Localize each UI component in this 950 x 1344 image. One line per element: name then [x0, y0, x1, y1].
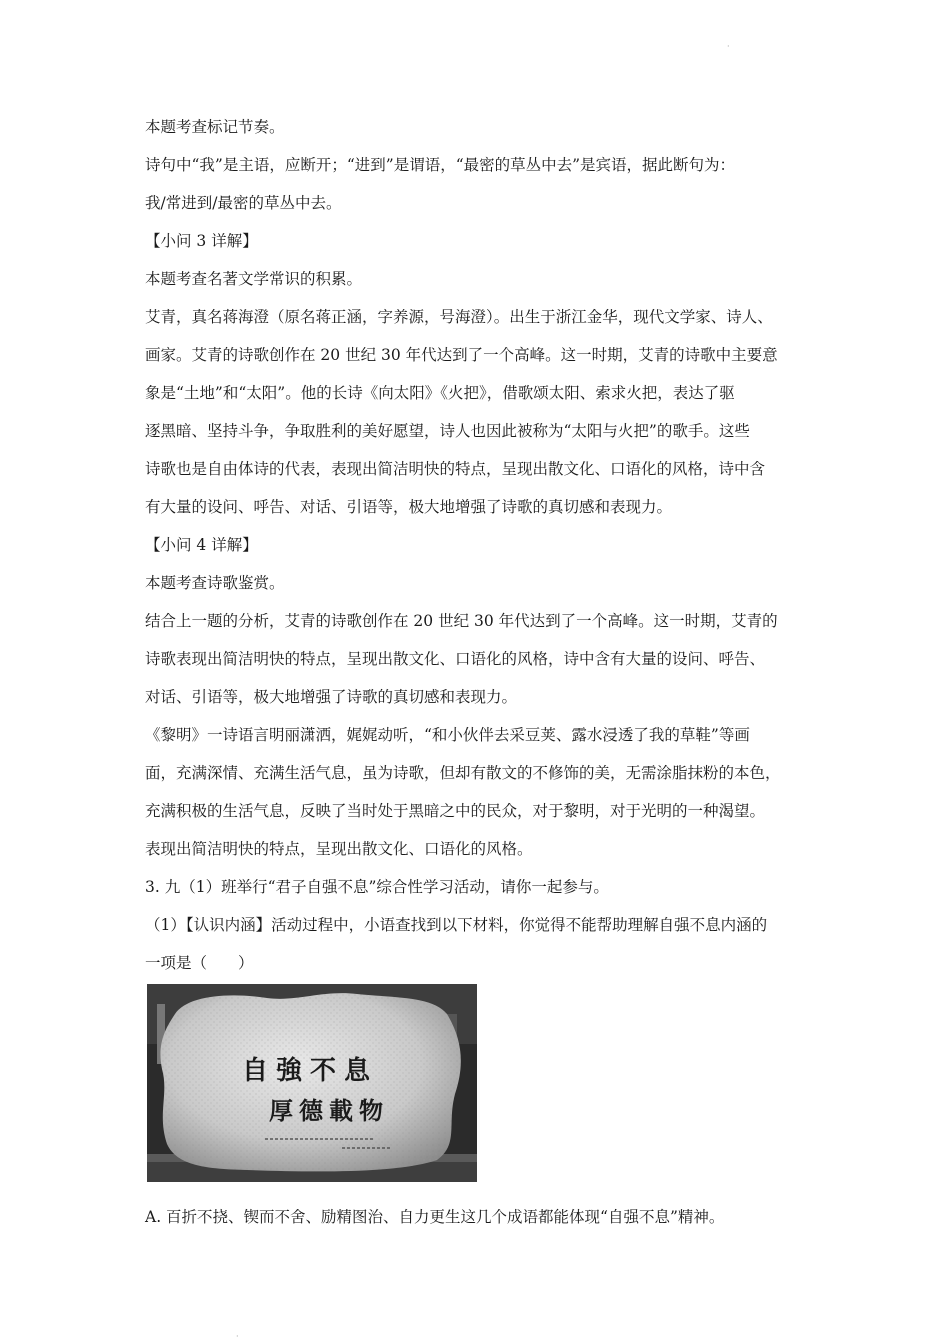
text-line: 艾青，真名蒋海澄（原名蒋正涵，字养源，号海澄）。出生于浙江金华，现代文学家、诗人、 — [145, 308, 773, 326]
scan-speck: · — [727, 42, 730, 51]
text-line: 象是“土地”和“太阳”。他的长诗《向太阳》《火把》，借歌颂太阳、索求火把，表达了驱 — [145, 384, 735, 402]
inscribed-stone-photo — [147, 984, 477, 1182]
text-line: 结合上一题的分析，艾青的诗歌创作在 20 世纪 30 年代达到了一个高峰。这一时期，艾青的 — [145, 612, 778, 630]
text-line: 充满积极的生活气息，反映了当时处于黑暗之中的民众，对于黎明，对于光明的一种渴望。 — [145, 802, 766, 820]
text-line: 诗歌表现出简洁明快的特点，呈现出散文化、口语化的风格，诗中含有大量的设问、呼告、 — [145, 650, 766, 668]
text-line: 本题考查标记节奏。 — [145, 118, 285, 136]
section-heading: 【小问 4 详解】 — [145, 536, 258, 554]
text-line: 对话、引语等，极大地增强了诗歌的真切感和表现力。 — [145, 688, 518, 706]
sub-question: 一项是（ ） — [145, 954, 254, 972]
text-line: 表现出简洁明快的特点，呈现出散文化、口语化的风格。 — [145, 840, 533, 858]
section-heading: 【小问 3 详解】 — [145, 232, 258, 250]
text-line: 逐黑暗、坚持斗争，争取胜利的美好愿望，诗人也因此被称为“太阳与火把”的歌手。这些 — [145, 422, 750, 440]
text-line: 诗歌也是自由体诗的代表，表现出简洁明快的特点，呈现出散文化、口语化的风格，诗中含 — [145, 460, 766, 478]
inscription-line-2: 厚德載物 — [269, 1096, 389, 1125]
text-line: 有大量的设问、呼告、对话、引语等，极大地增强了诗歌的真切感和表现力。 — [145, 498, 673, 516]
text-line: 诗句中“我”是主语，应断开；“进到”是谓语，“最密的草丛中去”是宾语，据此断句为： — [145, 156, 736, 174]
scan-speck: · — [236, 1332, 239, 1341]
sub-question: （1）【认识内涵】活动过程中，小语查找到以下材料，你觉得不能帮助理解自强不息内涵的 — [145, 916, 768, 934]
option-a: A. 百折不挠、锲而不舍、励精图治、自力更生这几个成语都能体现“自强不息”精神。 — [145, 1208, 725, 1226]
question-stem: 3. 九（1）班举行“君子自强不息”综合性学习活动，请你一起参与。 — [145, 878, 609, 896]
text-line: 画家。艾青的诗歌创作在 20 世纪 30 年代达到了一个高峰。这一时期，艾青的诗歌中主要意 — [145, 346, 778, 364]
text-line: 本题考查名著文学常识的积累。 — [145, 270, 363, 288]
text-line: 我/常进到/最密的草丛中去。 — [145, 194, 342, 212]
inscription-line-1: 自強不息 — [242, 1056, 379, 1086]
text-line: 《黎明》一诗语言明丽潇洒，娓娓动听，“和小伙伴去采豆荚、露水浸透了我的草鞋”等画 — [145, 726, 750, 744]
text-line: 面，充满深情、充满生活气息，虽为诗歌，但却有散文的不修饰的美，无需涂脂抹粉的本色， — [145, 764, 781, 782]
document-body — [145, 118, 810, 973]
text-line: 本题考查诗歌鉴赏。 — [145, 574, 285, 592]
